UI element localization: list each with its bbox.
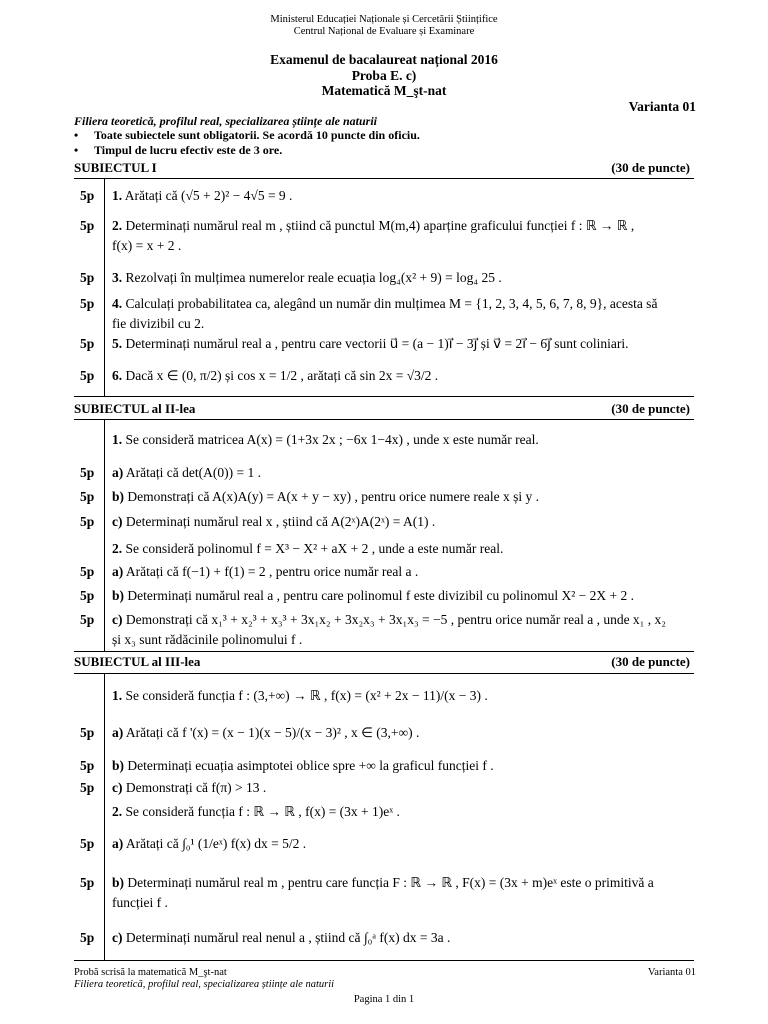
section-1-points: (30 de puncte): [611, 160, 690, 175]
section-3-bottom-rule: [74, 960, 694, 961]
filiera-text: Filiera teoretică, profilul real, specializarea științe ale naturii: [74, 114, 377, 128]
exam-title: Examenul de bacalaureat național 2016: [270, 52, 498, 67]
item-number: c): [112, 612, 123, 627]
item-text: Determinați numărul real a , pentru care vectorii u⃗ = (a − 1)i⃗ − 3j⃗ și v⃗ = 2i⃗ − 6j⃗ sunt coliniari.: [125, 336, 629, 351]
item-number: c): [112, 514, 123, 529]
item-text: Se consideră funcția f : ℝ → ℝ , f(x) = (3x + 1)eˣ .: [125, 804, 400, 819]
points-cell: 5p: [80, 188, 95, 203]
rule-2: [74, 143, 282, 158]
item-text: Se consideră polinomul f = X³ − X² + aX + 2 , unde a este număr real.: [125, 541, 504, 556]
points-cell: 5p: [80, 465, 95, 480]
exam-proba: Proba E. c): [351, 67, 417, 83]
item-number: 5.: [112, 336, 123, 351]
center-name: Centrul Național de Evaluare și Examinare: [293, 26, 475, 37]
item-text: Arătați că f(−1) + f(1) = 2 , pentru orice număr real a .: [125, 564, 419, 579]
item-text: Se consideră funcția f : (3,+∞) → ℝ , f(x) = (x² + 2x − 11)/(x − 3) .: [125, 688, 488, 703]
item-text: Rezolvați în mulțimea numerelor reale ecuația log₄(x² + 9) = log₄ 25 .: [125, 270, 502, 285]
footer-variant: Varianta 01: [647, 967, 696, 978]
points-cell: 5p: [80, 564, 95, 579]
item-text: Dacă x ∈ (0, π/2) și cos x = 1/2 , arătați că sin 2x = √3/2 .: [125, 368, 439, 383]
item-number: 2.: [112, 541, 123, 556]
header-ministry-block: [0, 14, 768, 38]
item-text: Determinați ecuația asimptotei oblice spre +∞ la graficul funcției f .: [127, 758, 494, 773]
points-cell: 5p: [80, 218, 95, 233]
footer-left: [74, 967, 334, 991]
variant-label: Varianta 01: [628, 99, 696, 114]
item-text: Determinați numărul real x , știind că A(2ˣ)A(2ˣ) = A(1) .: [125, 514, 436, 529]
item-number: a): [112, 465, 124, 480]
section-1-header: [74, 160, 690, 176]
bullet-icon: •: [74, 143, 79, 157]
item-text: Calculați probabilitatea ca, alegând un număr din mulțimea M = {1, 2, 3, 4, 5, 6, 7, 8, 9}, acesta să: [125, 296, 658, 311]
item-number: c): [112, 780, 123, 795]
item-text: Se consideră matricea A(x) = (1+3x 2x ; −6x 1−4x) , unde x este număr real.: [125, 432, 539, 447]
item-text: Determinați numărul real m , știind că punctul M(m,4) aparține graficului funcției f : ℝ → ℝ ,: [125, 218, 635, 233]
item-number: a): [112, 725, 124, 740]
points-cell: 5p: [80, 270, 95, 285]
section-2-column-rule: [104, 419, 105, 651]
item-text-continued: și x₃ sunt rădăcinile polinomului f .: [112, 632, 303, 647]
item-text: Determinați numărul real nenul a , știind că ∫₀ᵃ f(x) dx = 3a .: [125, 930, 451, 945]
item-text: Demonstrați că x₁³ + x₂³ + x₃³ + 3x₁x₂ + 3x₂x₃ + 3x₁x₃ = −5 , pentru orice număr real a , unde x₁ , x₂: [125, 612, 666, 627]
points-cell: 5p: [80, 725, 95, 740]
item-number: c): [112, 930, 123, 945]
points-cell: 5p: [80, 336, 95, 351]
item-text: Determinați numărul real a , pentru care polinomul f este divizibil cu polinomul X² − 2X + 2 .: [127, 588, 635, 603]
section-2-points: (30 de puncte): [611, 401, 690, 416]
section-1-title: SUBIECTUL I: [74, 160, 157, 175]
item-text-continued: funcției f .: [112, 895, 168, 910]
page-number: Pagina 1 din 1: [353, 994, 415, 1005]
item-number: 2.: [112, 218, 123, 233]
bullet-icon: •: [74, 128, 79, 142]
item-number: 1.: [112, 432, 123, 447]
footer-filiera: Filiera teoretică, profilul real, specializarea științe ale naturii: [74, 979, 335, 990]
points-cell: 5p: [80, 588, 95, 603]
item-text: Arătați că (√5 + 2)² − 4√5 = 9 .: [124, 188, 293, 203]
points-cell: 5p: [80, 296, 95, 311]
section-3-column-rule: [104, 673, 105, 960]
item-number: 6.: [112, 368, 123, 383]
points-cell: 5p: [80, 930, 95, 945]
section-2-title: SUBIECTUL al II-lea: [74, 401, 196, 416]
item-number: a): [112, 564, 124, 579]
item-number: 1.: [112, 188, 123, 203]
rule-2-text: Timpul de lucru efectiv este de 3 ore.: [94, 143, 283, 157]
section-3-header: [74, 654, 690, 670]
item-number: 1.: [112, 688, 123, 703]
section-2-header: [74, 401, 690, 417]
points-cell: 5p: [80, 489, 95, 504]
rule-1-text: Toate subiectele sunt obligatorii. Se acordă 10 puncte din oficiu.: [94, 128, 420, 142]
points-cell: 5p: [80, 612, 95, 627]
item-number: a): [112, 836, 124, 851]
item-number: 4.: [112, 296, 123, 311]
item-text-continued: fie divizibil cu 2.: [112, 316, 205, 331]
item-number: b): [112, 489, 125, 504]
item-number: b): [112, 588, 125, 603]
item-text: Arătați că f '(x) = (x − 1)(x − 5)/(x − 3)² , x ∈ (3,+∞) .: [125, 725, 420, 740]
points-cell: 5p: [80, 368, 95, 383]
item-text: Demonstrați că A(x)A(y) = A(x + y − xy) , pentru orice numere reale x și y .: [127, 489, 539, 504]
item-number: b): [112, 758, 125, 773]
section-2-top-rule: [74, 419, 694, 420]
exam-subject: Matematică M_şt-nat: [321, 83, 447, 98]
section-3-points: (30 de puncte): [611, 654, 690, 669]
points-cell: 5p: [80, 836, 95, 851]
exam-title-block: [0, 52, 768, 99]
item-text: Arătați că det(A(0)) = 1 .: [125, 465, 261, 480]
item-number: 2.: [112, 804, 123, 819]
points-cell: 5p: [80, 875, 95, 890]
item-text: Determinați numărul real m , pentru care funcția F : ℝ → ℝ , F(x) = (3x + m)eˣ este o primitivă a: [127, 875, 654, 890]
item-text: Demonstrați că f(π) > 13 .: [125, 780, 267, 795]
section-1-column-rule: [104, 178, 105, 396]
rule-1: [74, 128, 420, 143]
points-cell: 5p: [80, 780, 95, 795]
section-1-top-rule: [74, 178, 694, 179]
item-number: 3.: [112, 270, 123, 285]
section-3-top-rule: [74, 673, 694, 674]
section-2-bottom-rule: [74, 651, 694, 652]
item-text: Arătați că ∫₀¹ (1/eˣ) f(x) dx = 5/2 .: [125, 836, 307, 851]
points-cell: 5p: [80, 758, 95, 773]
footer-subject: Probă scrisă la matematică M_şt-nat: [74, 967, 227, 978]
ministry-name: Ministerul Educației Naționale și Cercetării Științifice: [270, 14, 498, 25]
section-3-title: SUBIECTUL al III-lea: [74, 654, 201, 669]
points-cell: 5p: [80, 514, 95, 529]
section-1-bottom-rule: [74, 396, 694, 397]
item-number: b): [112, 875, 125, 890]
item-text-continued: f(x) = x + 2 .: [112, 238, 182, 253]
